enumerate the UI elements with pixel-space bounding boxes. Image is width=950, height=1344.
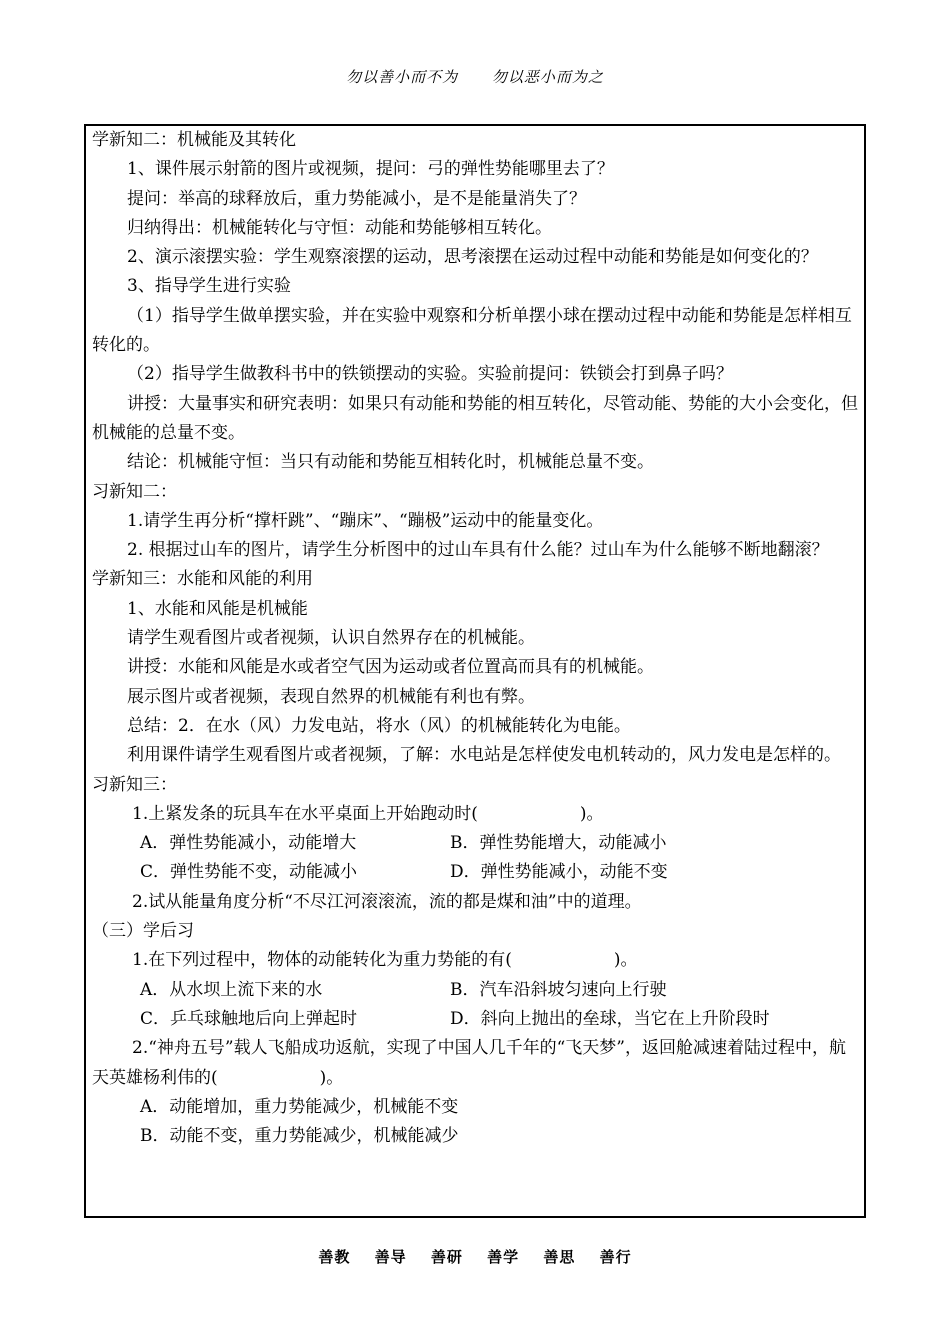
section-heading: 习新知三： [92,774,177,795]
question: 1.上紧发条的玩具车在水平桌面上开始跑动时( )。 [132,803,604,824]
section-heading: 学新知三：水能和风能的利用 [92,569,313,590]
option: B．弹性势能增大，动能减小 [450,833,667,854]
option: D．斜向上抛出的垒球，当它在上升阶段时 [450,1008,770,1029]
paragraph: 讲授：大量事实和研究表明：如果只有动能和势能的相互转化，尽管动能、势能的大小会变化，但机械能的总量不变。 [92,393,858,443]
footer-item: 善思 [543,1248,576,1266]
paragraph: 2、演示滚摆实验：学生观察滚摆的运动，思考滚摆在运动过程中动能和势能是如何变化的？ [127,247,818,268]
paragraph: 1、课件展示射箭的图片或视频，提问：弓的弹性势能哪里去了？ [127,159,614,180]
paragraph: 总结：2．在水（风）力发电站，将水（风）的机械能转化为电能。 [127,715,631,736]
option-row [92,829,858,858]
footer-item: 善行 [599,1248,632,1266]
paragraph: 归纳得出：机械能转化与守恒：动能和势能够相互转化。 [127,217,552,238]
section-heading: 习新知二： [92,481,177,502]
option: D．弹性势能减小，动能不变 [450,862,668,883]
paragraph: 利用课件请学生观看图片或者视频，了解：水电站是怎样使发电机转动的，风力发电是怎样的。 [127,745,841,766]
paragraph: 提问：举高的球释放后，重力势能减小，是不是能量消失了？ [127,188,586,209]
footer-item: 善教 [318,1248,351,1266]
header-motto-left: 勿以善小而不为 [346,68,459,86]
paragraph: 结论：机械能守恒：当只有动能和势能互相转化时，机械能总量不变。 [127,452,654,473]
paragraph: 请学生观看图片或者视频，认识自然界存在的机械能。 [127,628,535,649]
option: A．弹性势能减小，动能增大 [140,833,357,854]
paragraph: 3、指导学生进行实验 [127,276,291,297]
lesson-text [92,126,858,1151]
footer-item: 善研 [430,1248,463,1266]
question: 2.试从能量角度分析“不尽江河滚滚流，流的都是煤和油”中的道理。 [132,891,642,912]
page-header [0,66,950,87]
footer-item: 善导 [374,1248,407,1266]
question: 2.“神舟五号”载人飞船成功返航，实现了中国人几千年的“飞天梦”，返回舱减速着陆过程中，航天英雄杨利伟的( )。 [92,1038,846,1088]
option: C．弹性势能不变，动能减小 [140,862,358,883]
option: B．汽车沿斜坡匀速向上行驶 [450,979,667,1000]
page-footer [0,1246,950,1267]
paragraph: 2. 根据过山车的图片，请学生分析图中的过山车具有什么能？过山车为什么能够不断地翻滚？ [127,540,829,561]
option: B．动能不变，重力势能减少，机械能减少 [140,1126,459,1147]
paragraph: 讲授：水能和风能是水或者空气因为运动或者位置高而具有的机械能。 [127,657,654,678]
section-heading: （三）学后习 [92,921,194,942]
paragraph: 展示图片或者视频，表现自然界的机械能有利也有弊。 [127,686,535,707]
option-row [92,976,858,1005]
option: A．从水坝上流下来的水 [140,979,323,1000]
question: 1.在下列过程中，物体的动能转化为重力势能的有( )。 [132,950,638,971]
lesson-content-box [84,124,866,1218]
option-row [92,858,858,887]
paragraph: （2）指导学生做教科书中的铁锁摆动的实验。实验前提问：铁锁会打到鼻子吗？ [127,364,733,385]
paragraph: 1、水能和风能是机械能 [127,598,308,619]
footer-item: 善学 [487,1248,520,1266]
header-motto-right: 勿以恶小而为之 [491,68,604,86]
section-heading: 学新知二：机械能及其转化 [92,130,296,150]
paragraph: 1.请学生再分析“撑杆跳”、“蹦床”、“蹦极”运动中的能量变化。 [127,510,604,531]
option: A．动能增加，重力势能减少，机械能不变 [140,1096,459,1117]
option: C．乒乓球触地后向上弹起时 [140,1008,358,1029]
paragraph: （1）指导学生做单摆实验，并在实验中观察和分析单摆小球在摆动过程中动能和势能是怎样相互转化的。 [92,305,852,356]
option-row [92,1005,858,1034]
